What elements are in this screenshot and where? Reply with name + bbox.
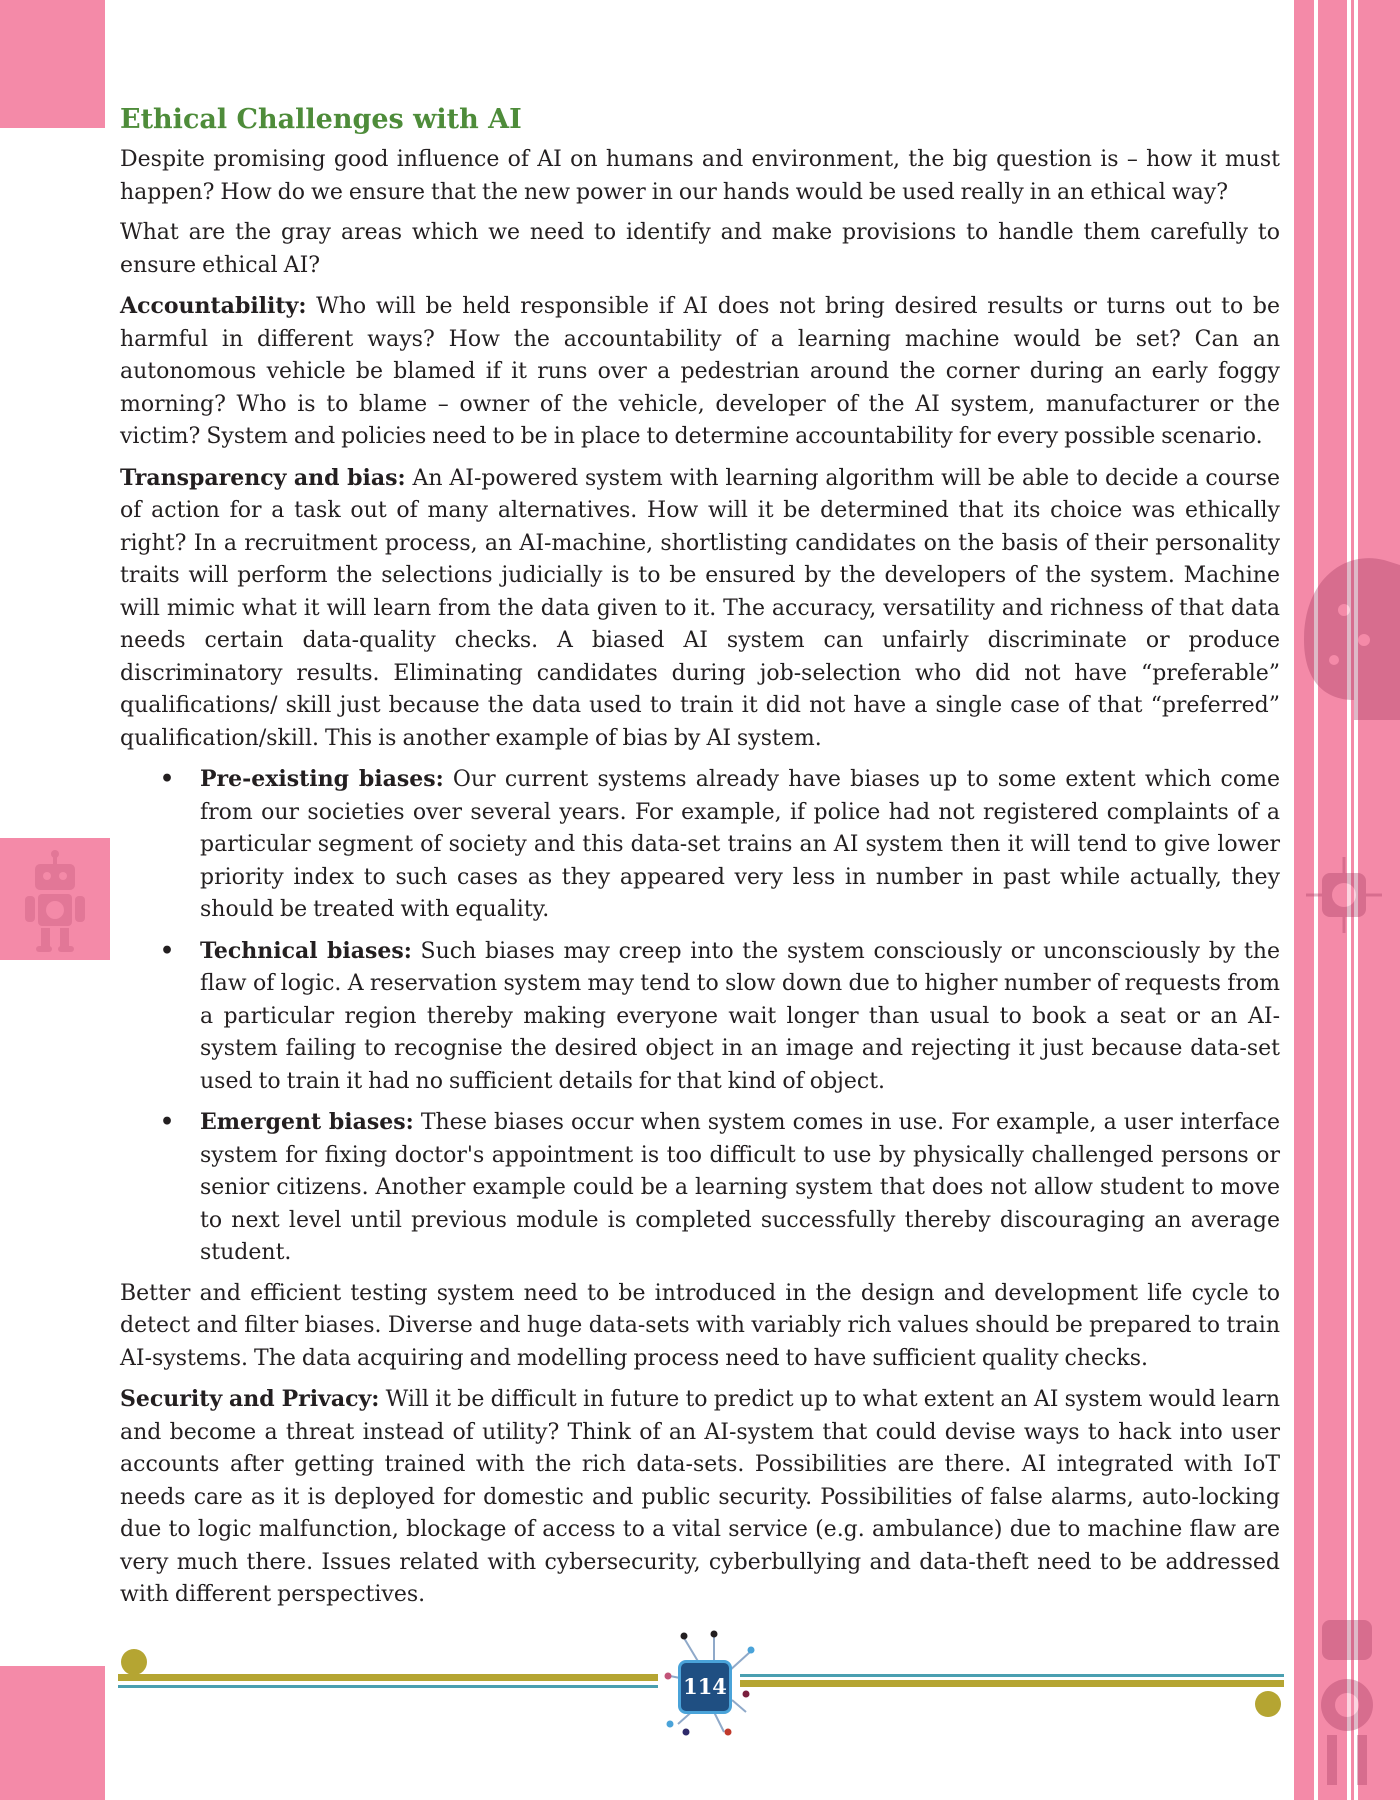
list-item bbox=[200, 1106, 1280, 1270]
circuit-head-icon bbox=[1294, 520, 1400, 750]
transparency-paragraph bbox=[120, 462, 1280, 756]
term-label: Accountability: bbox=[120, 293, 307, 319]
paragraph-text: Who will be held responsible if AI does not bring desired results or turns out to be harmful in different ways? How the accountability of a learning machine would be set? Can an autonomous vehicle be blamed if it runs over a pedestrian around the corner during an early foggy morning? Who is to blame – owner of the vehicle, developer of the AI system, manufacturer or the victim? System and policies need to be in place to determine accountability for every possible scenario. bbox=[120, 294, 1280, 449]
page-number: 114 bbox=[678, 1660, 732, 1714]
list-item bbox=[200, 763, 1280, 927]
accountability-paragraph bbox=[120, 290, 1280, 454]
term-label: Transparency and bias: bbox=[120, 464, 406, 491]
paragraph-text: An AI-powered system with learning algorithm will be able to decide a course of action for a task out of many alternatives. How will it be determined that its choice was ethically right? In a recruitment process, an AI-machine, shortlisting candidates on the basis of their personality traits will perform the selections judicially is to be ensured by the developers of the system. Machine will mimic what it will learn from the data given to it. The accuracy, versatility and richness of that data needs certain data-quality checks. A biased AI system can unfairly discriminate or produce discriminatory results. Eliminating candidates during job-selection who did not have “preferable” qualifications/ skill just because the data used to train it did not have a single case of that “preferred” qualification/skill. This is another example of bias by AI system. bbox=[120, 465, 1280, 751]
decorative-corner-top-left bbox=[0, 0, 105, 128]
term-label: Pre-existing biases: bbox=[200, 766, 444, 792]
testing-paragraph: Better and efficient testing system need to be introduced in the design and development life cycle to detect and filter biases. Diverse and huge data-sets with variably rich values should be prepared to train AI-systems. The data acquiring and modelling process need to have sufficient quality checks. bbox=[120, 1280, 1280, 1371]
list-item-text: Our current systems already have biases up to some extent which come from our societies over several years. For example, if police had not registered complaints of a particular segment of society and this data-set trains an AI system then it will tend to give lower priority index to such cases as they appeared very less in number in past while actually, they should be treated with equality. bbox=[200, 767, 1281, 922]
paragraph-text: Will it be difficult in future to predict up to what extent an AI system would learn and become a threat instead of utility? Think of an AI-system that could devise ways to hack into user accounts after getting trained with the rich data-sets. Possibilities are there. AI integrated with IoT needs care as it is deployed for domestic and public security. Possibilities of false alarms, auto-locking due to logic malfunction, blockage of access to a vital service (e.g. ambulance) due to machine flaw are very much there. Issues related with cybersecurity, cyberbullying and data-theft need to be addressed with different perspectives. bbox=[120, 1387, 1281, 1607]
term-label: Emergent biases: bbox=[200, 1109, 414, 1135]
security-paragraph bbox=[120, 1383, 1280, 1612]
intro-paragraph: What are the gray areas which we need to identify and make provisions to handle them carefully to ensure ethical AI? bbox=[120, 220, 1280, 278]
page-footer bbox=[118, 1628, 1284, 1738]
term-label: Technical biases: bbox=[200, 937, 412, 964]
list-item-text: These biases occur when system comes in use. For example, a user interface system for fixing doctor's appointment is too difficult to use by physically challenged persons or senior citizens. Another example could be a learning system that does not allow student to move to next level until previous module is completed successfully thereby discouraging an average student. bbox=[200, 1110, 1280, 1265]
decorative-robot-block bbox=[0, 838, 110, 960]
page-title: Ethical Challenges with AI bbox=[120, 104, 522, 135]
term-label: Security and Privacy: bbox=[120, 1386, 380, 1412]
decorative-side-strip bbox=[1294, 0, 1400, 1800]
list-item bbox=[200, 935, 1280, 1099]
bias-list bbox=[120, 763, 1280, 1270]
robot-icon bbox=[20, 846, 90, 956]
decorative-corner-bottom-left bbox=[0, 1666, 105, 1800]
list-item-text: Such biases may creep into the system consciously or unconsciously by the flaw of logic. A reservation system may tend to slow down due to higher number of requests from a particular region thereby making everyone wait longer than usual to book a seat or an AI-system failing to recognise the desired object in an image and rejecting it just because data-set used to train it had no sufficient details for that kind of object. bbox=[200, 938, 1280, 1094]
intro-paragraph: Despite promising good influence of AI on humans and environment, the big question is – how it must happen? How do we ensure that the new power in our hands would be used really in an ethical way? bbox=[120, 147, 1280, 205]
robot-icon bbox=[1302, 1610, 1392, 1790]
page-content bbox=[120, 100, 1280, 1620]
brain-chip-icon bbox=[1304, 855, 1384, 935]
